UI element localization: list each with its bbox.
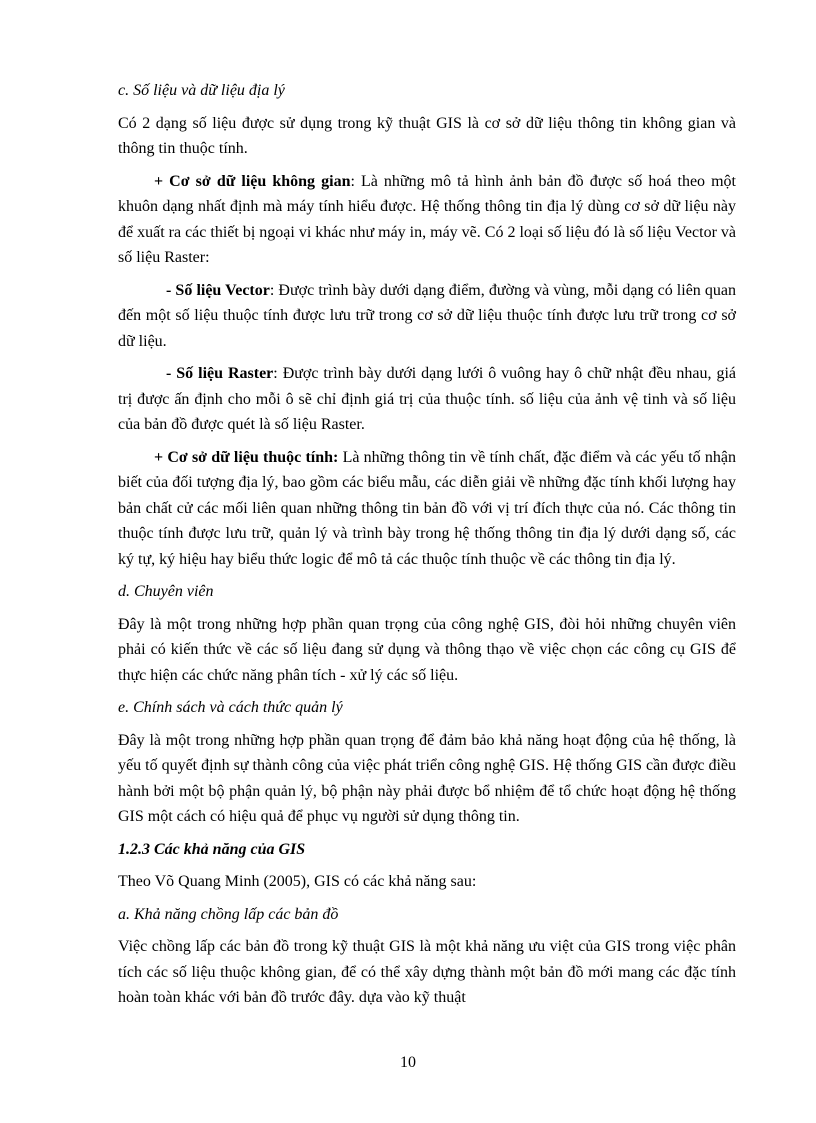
section-a-text: Việc chồng lấp các bản đồ trong kỹ thuật GIS là một khả năng ưu việt của GIS trong việc phân tích các số liệu thuộc không gian, để có thể xây dựng thành một bản đồ mới mang các đặc tính hoàn toàn khác với bản đồ trước đây. dựa vào kỹ thuật	[118, 938, 736, 1006]
section-e-heading: e. Chính sách và cách thức quản lý	[118, 699, 343, 716]
vector-data-paragraph	[118, 278, 736, 355]
vector-data-text: : Được trình bày dưới dạng điểm, đường và vùng, mỗi dạng có liên quan đến một số liệu thuộc tính được lưu trữ trong cơ sở dữ liệu thuộc tính được lưu trữ trong cơ sở dữ liệu.	[118, 281, 737, 350]
spatial-database-term: + Cơ sở dữ liệu không gian	[154, 172, 351, 190]
vector-data-term: - Số liệu Vector	[166, 281, 270, 299]
raster-data-paragraph	[118, 361, 736, 438]
attribute-database-term: + Cơ sở dữ liệu thuộc tính:	[154, 448, 339, 466]
section-e-text: Đây là một trong những hợp phần quan trọng để đảm bảo khả năng hoạt động của hệ thống, là yếu tố quyết định sự thành công của việc phát triển công nghệ GIS. Hệ thống GIS cần được điều hành bởi một bộ phận quản lý, bộ phận này phải được bổ nhiệm để tổ chức hoạt động hệ thống GIS một cách có hiệu quả để phục vụ người sử dụng thông tin.	[118, 731, 736, 825]
raster-data-term: - Số liệu Raster	[166, 365, 274, 382]
raster-data-text: : Được trình bày dưới dạng lưới ô vuông hay ô chữ nhật đều nhau, giá trị được ấn định cho mỗi ô sẽ chỉ định giá trị của thuộc tính. số liệu của ảnh vệ tinh và số liệu của bản đồ được quét là số liệu Raster.	[118, 365, 736, 433]
attribute-database-text: Là những thông tin về tính chất, đặc điểm và các yếu tố nhận biết của đối tượng địa lý, bao gồm các biểu mẫu, các diễn giải về những đặc tính khối lượng hay bản chất cử các mối liên quan những thông tin bản đồ với vị trí đích thực của nó. Các thông tin thuộc tính được lưu trữ, quản lý và trình bày trong hệ thống thông tin địa lý dưới dạng số, các ký tự, ký hiệu hay biểu thức logic để mô tả các thuộc tính thuộc về các thông tin địa lý.	[118, 448, 736, 568]
section-1-2-3-intro: Theo Võ Quang Minh (2005), GIS có các khả năng sau:	[118, 873, 477, 890]
section-a-heading: a. Khả năng chồng lấp các bản đồ	[118, 905, 339, 923]
section-c-intro: Có 2 dạng số liệu được sử dụng trong kỹ thuật GIS là cơ sở dữ liệu thông tin không gian và thông tin thuộc tính.	[118, 114, 736, 157]
section-d-text: Đây là một trong những hợp phần quan trọng của công nghệ GIS, đòi hỏi những chuyên viên phải có kiến thức về các số liệu đang sử dụng và thông thạo về việc chọn các công cụ GIS để thực hiện các chức năng phân tích - xử lý các số liệu.	[118, 615, 736, 684]
spatial-database-text: : Là những mô tả hình ảnh bản đồ được số hoá theo một khuôn dạng nhất định mà máy tính hiểu được. Hệ thống thông tin địa lý dùng cơ sở dữ liệu này để xuất ra các thiết bị ngoại vi khác như máy in, máy vẽ. Có 2 loại số liệu đó là số liệu Vector và số liệu Raster:	[118, 172, 736, 266]
page-number: 10	[400, 1054, 416, 1071]
document-page	[118, 78, 736, 1018]
section-d-heading: d. Chuyên viên	[118, 583, 214, 600]
section-c-heading: c. Số liệu và dữ liệu địa lý	[118, 82, 285, 99]
attribute-database-paragraph	[118, 445, 736, 573]
spatial-database-paragraph	[118, 169, 736, 271]
section-1-2-3-heading: 1.2.3 Các khả năng của GIS	[118, 840, 306, 858]
